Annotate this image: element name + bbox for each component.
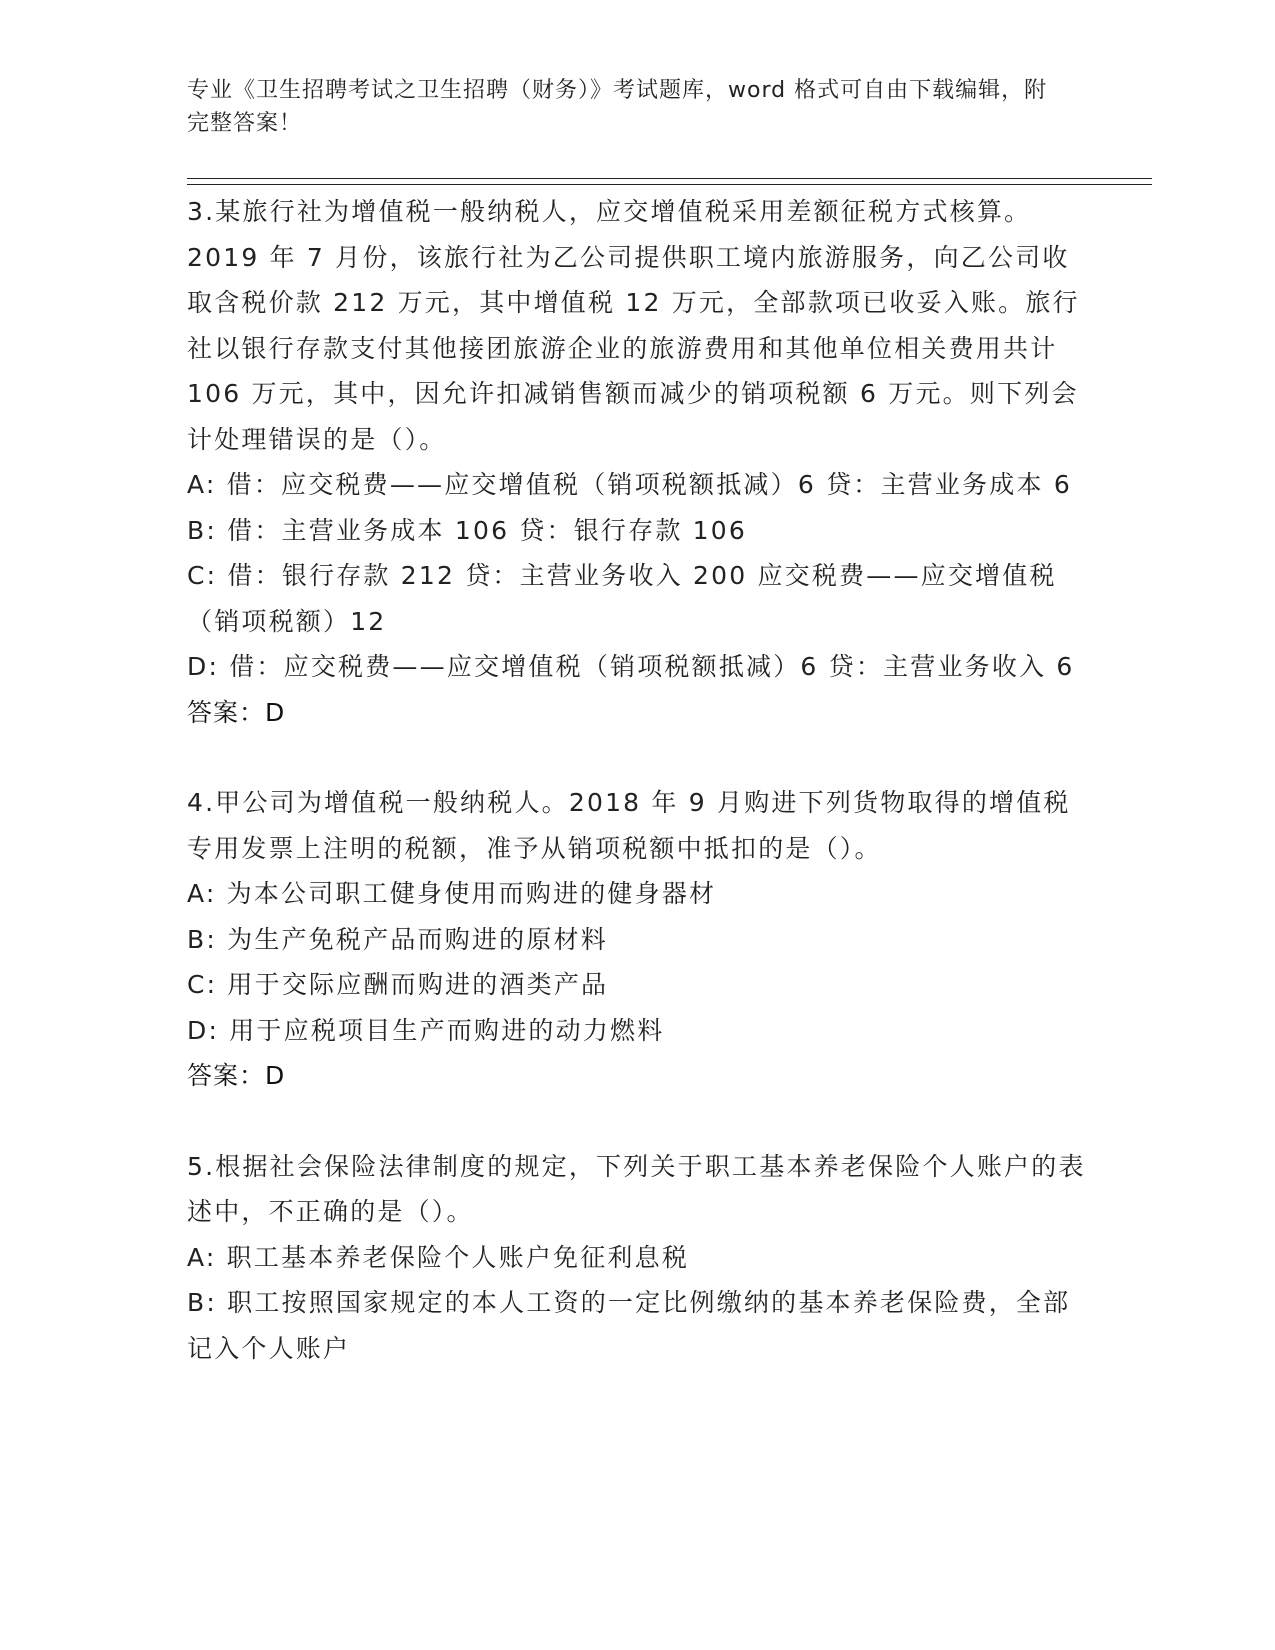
question-5 bbox=[187, 1144, 1087, 1372]
option-c: C: 用于交际应酬而购进的酒类产品 bbox=[187, 970, 609, 999]
question-text: 3.某旅行社为增值税一般纳税人，应交增值税采用差额征税方式核算。2019 年 7 月份，该旅行社为乙公司提供职工境内旅游服务，向乙公司收取含税价款 212 万元，其中增值税 12 万元，全部款项已收妥入账。旅行社以银行存款支付其他接团旅游企业的旅游费用和其他单位相关费用共计 106 万元，其中，因允许扣减销售额而减少的销项税额 6 万元。则下列会计处理错误的是（）。 bbox=[187, 197, 1080, 454]
question-text: 4.甲公司为增值税一般纳税人。2018 年 9 月购进下列货物取得的增值税专用发票上注明的税额，准予从销项税额中抵扣的是（）。 bbox=[187, 788, 1071, 863]
option-d: D: 用于应税项目生产而购进的动力燃料 bbox=[187, 1015, 665, 1045]
header-rule-bottom bbox=[187, 184, 1152, 185]
answer: 答案：D bbox=[187, 697, 286, 727]
question-list bbox=[187, 189, 1087, 1371]
header-rule-top bbox=[187, 178, 1152, 179]
page-header: 专业《卫生招聘考试之卫生招聘（财务）》考试题库，word 格式可自由下载编辑，附完整答案！ bbox=[187, 78, 1048, 136]
option-a: A: 职工基本养老保险个人账户免征利息税 bbox=[187, 1242, 690, 1272]
option-b: B: 借：主营业务成本 106 贷：银行存款 106 bbox=[187, 515, 747, 545]
option-c: C: 借：银行存款 212 贷：主营业务收入 200 应交税费——应交增值税（销项税额）12 bbox=[187, 561, 1057, 636]
answer: 答案：D bbox=[187, 1061, 286, 1090]
question-4 bbox=[187, 780, 1087, 1099]
question-3 bbox=[187, 189, 1087, 735]
question-gap bbox=[187, 1099, 1087, 1144]
option-a: A: 借：应交税费——应交增值税（销项税额抵减）6 贷：主营业务成本 6 bbox=[187, 470, 1072, 499]
option-a: A: 为本公司职工健身使用而购进的健身器材 bbox=[187, 879, 717, 908]
option-b: B: 职工按照国家规定的本人工资的一定比例缴纳的基本养老保险费，全部记入个人账户 bbox=[187, 1288, 1071, 1363]
question-text: 5.根据社会保险法律制度的规定，下列关于职工基本养老保险个人账户的表述中，不正确的是（）。 bbox=[187, 1151, 1086, 1226]
question-gap bbox=[187, 735, 1087, 780]
option-b: B: 为生产免税产品而购进的原材料 bbox=[187, 924, 608, 954]
option-d: D: 借：应交税费——应交增值税（销项税额抵减）6 贷：主营业务收入 6 bbox=[187, 652, 1075, 681]
